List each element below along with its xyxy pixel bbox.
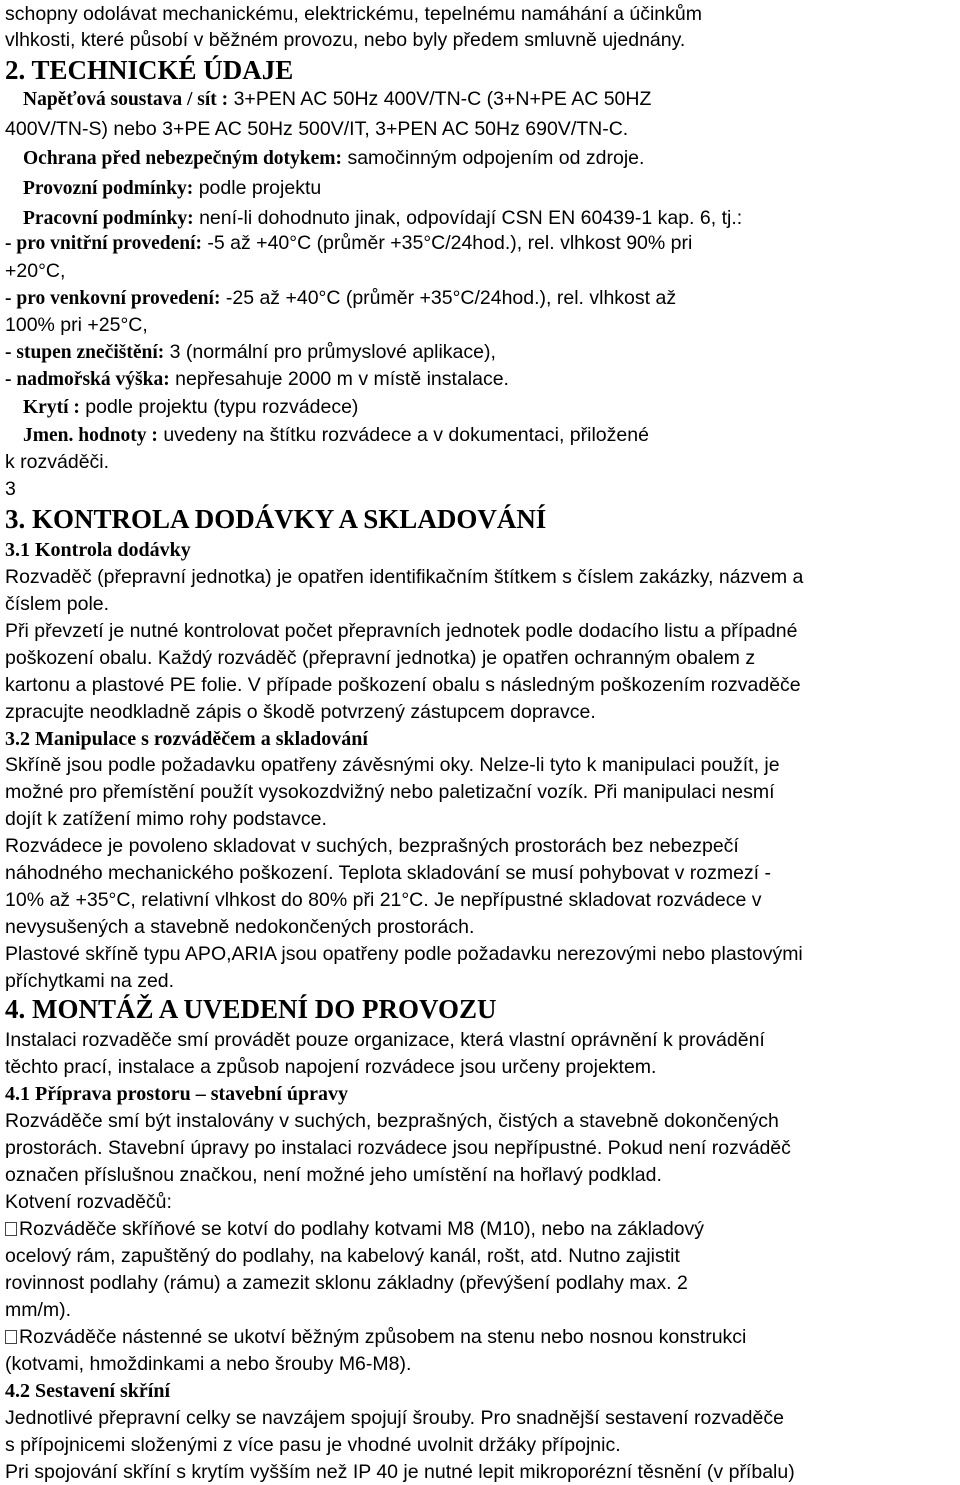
field-value: podle projektu (typu rozvádece) (79, 396, 359, 418)
text-line: těchto prací, instalace a způsob napojení rozvádece jsou určeny projektem. (5, 1056, 657, 1078)
bullet-box-icon (5, 1222, 17, 1236)
text-line: Rozvádece je povoleno skladovat v suchých, bezprašných prostorách bez nebezpečí (5, 835, 739, 857)
text-line: 10% až +35°C, relativní vlhkost do 80% při 21°C. Je nepřípustné skladovat rozvádece v (5, 889, 762, 911)
text-line: kartonu a plastové PE folie. V případe poškození obalu s následným poškozením rozvaděče (5, 674, 801, 696)
field-label: - stupen znečištění: (5, 342, 165, 363)
text-line: Plastové skříně typu APO,ARIA jsou opatřeny podle požadavku nerezovými nebo plastovými (5, 943, 803, 965)
field-label: Pracovní podmínky: (23, 208, 194, 229)
text-line (23, 422, 649, 449)
text-line (5, 366, 509, 393)
text-line: (kotvami, hmoždinkami a nebo šrouby M6-M8). (5, 1353, 412, 1375)
subsection-heading-4-2: 4.2 Sestavení skříní (5, 1380, 171, 1402)
text-line: prostorách. Stavební úpravy po instalaci rozvádece jsou nepřípustné. Pokud není rozváděč (5, 1137, 791, 1159)
text-line: +20°C, (5, 260, 66, 282)
text-line: dojít k zatížení mimo rohy podstavce. (5, 808, 327, 830)
text-line: Při převzetí je nutné kontrolovat počet přepravních jednotek podle dodacího listu a případné (5, 620, 798, 642)
text-line: 100% pri +25°C, (5, 314, 148, 336)
subsection-heading-4-1: 4.1 Příprava prostoru – stavební úpravy (5, 1083, 348, 1105)
field-label: Provozní podmínky: (23, 178, 194, 199)
text-line (5, 339, 496, 366)
text-line (5, 230, 692, 257)
text-line (23, 205, 742, 232)
field-label: - nadmořská výška: (5, 369, 170, 390)
text-line: k rozváděči. (5, 451, 110, 473)
text-line: možné pro přemístění použít vysokozdvižný nebo paletizační vozík. Při manipulaci nesmí (5, 781, 775, 803)
field-value: samočinným odpojením od zdroje. (342, 147, 645, 169)
text-line: Kotvení rozvaděčů: (5, 1191, 172, 1213)
text-line: označen příslušnou značkou, není možné jeho umístění na hořlavý podklad. (5, 1164, 662, 1186)
text-line: vlhkosti, které působí v běžném provozu, nebo byly předem smluvně ujednány. (5, 29, 686, 51)
field-value: podle projektu (193, 177, 322, 199)
text-line: Rozvaděč (přepravní jednotka) je opatřen identifikačním štítkem s číslem zakázky, názvem a (5, 566, 804, 588)
field-value: -25 až +40°C (průměr +35°C/24hod.), rel. vlhkost až (220, 287, 677, 309)
field-label: Jmen. hodnoty : (23, 425, 158, 446)
subsection-heading-3-2: 3.2 Manipulace s rozváděčem a skladování (5, 728, 368, 750)
text-line: s přípojnicemi složenými z více pasu je vhodné uvolnit držáky přípojnic. (5, 1434, 621, 1456)
text-line: nevysušených a stavebně nedokončených prostorách. (5, 916, 475, 938)
text-line: poškození obalu. Každý rozváděč (přepravní jednotka) je opatřen ochranným obalem z (5, 647, 756, 669)
field-value: nepřesahuje 2000 m v místě instalace. (169, 368, 509, 390)
text-line: Skříně jsou podle požadavku opatřeny závěsnými oky. Nelze-li tyto k manipulaci použít, je (5, 754, 780, 776)
bullet-text: Rozváděče nástenné se ukotví běžným způsobem na stenu nebo nosnou konstrukci (19, 1326, 747, 1348)
text-line: ocelový rám, zapuštěný do podlahy, na kabelový kanál, rošt, atd. Nutno zajistit (5, 1245, 680, 1267)
text-line: 3 (5, 478, 16, 500)
field-value: není-li dohodnuto jinak, odpovídají CSN EN 60439-1 kap. 6, tj.: (193, 207, 743, 229)
text-line: schopny odolávat mechanickému, elektrickému, tepelnému namáhání a účinkům (5, 3, 702, 25)
text-line: Rozváděče smí být instalovány v suchých, bezprašných, čistých a stavebně dokončených (5, 1110, 779, 1132)
subsection-heading-3-1: 3.1 Kontrola dodávky (5, 539, 191, 561)
field-value: 3+PEN AC 50Hz 400V/TN-C (3+N+PE AC 50HZ (228, 88, 652, 110)
text-line (23, 175, 321, 202)
field-value: 3 (normální pro průmyslové aplikace), (164, 341, 496, 363)
text-line: Pri spojování skříní s krytím vyšším než IP 40 je nutné lepit mikroporézní těsnění (v příbalu) (5, 1461, 795, 1483)
text-line: mm/m). (5, 1299, 72, 1321)
text-line: náhodného mechanického poškození. Teplota skladování se musí pohybovat v rozmezí - (5, 862, 772, 884)
field-value: uvedeny na štítku rozvádece a v dokumentaci, přiložené (157, 424, 649, 446)
text-line (23, 86, 651, 113)
field-label: - pro venkovní provedení: (5, 288, 221, 309)
section-heading-delivery-storage: 3. KONTROLA DODÁVKY A SKLADOVÁNÍ (5, 504, 547, 534)
field-label: - pro vnitřní provedení: (5, 233, 202, 254)
bullet-box-icon (5, 1330, 17, 1344)
text-line: číslem pole. (5, 593, 110, 615)
field-value: -5 až +40°C (průměr +35°C/24hod.), rel. vlhkost 90% pri (202, 232, 693, 254)
field-label: Ochrana před nebezpečným dotykem: (23, 148, 343, 169)
text-line: 400V/TN-S) nebo 3+PE AC 50Hz 500V/IT, 3+PEN AC 50Hz 690V/TN-C. (5, 118, 629, 140)
section-heading-installation: 4. MONTÁŽ A UVEDENÍ DO PROVOZU (5, 994, 497, 1024)
section-heading-technical-data: 2. TECHNICKÉ ÚDAJE (5, 55, 294, 85)
field-label: Napěťová soustava / sít : (23, 89, 229, 110)
text-line: zpracujte neodkladně zápis o škodě potvrzený zástupcem dopravce. (5, 701, 596, 723)
bullet-item (5, 1324, 746, 1350)
bullet-item (5, 1216, 704, 1242)
text-line: příchytkami na zed. (5, 970, 175, 992)
text-line (23, 394, 358, 421)
text-line: rovinnost podlahy (rámu) a zamezit sklonu základny (převýšení podlahy max. 2 (5, 1272, 688, 1294)
text-line: Jednotlivé přepravní celky se navzájem spojují šrouby. Pro snadnější sestavení rozvaděče (5, 1407, 784, 1429)
text-line: Instalaci rozvaděče smí provádět pouze organizace, která vlastní oprávnění k provádění (5, 1029, 765, 1051)
field-label: Krytí : (23, 397, 80, 418)
text-line (5, 285, 676, 312)
bullet-text: Rozváděče skříňové se kotví do podlahy kotvami M8 (M10), nebo na základový (19, 1218, 705, 1240)
text-line (23, 145, 644, 172)
